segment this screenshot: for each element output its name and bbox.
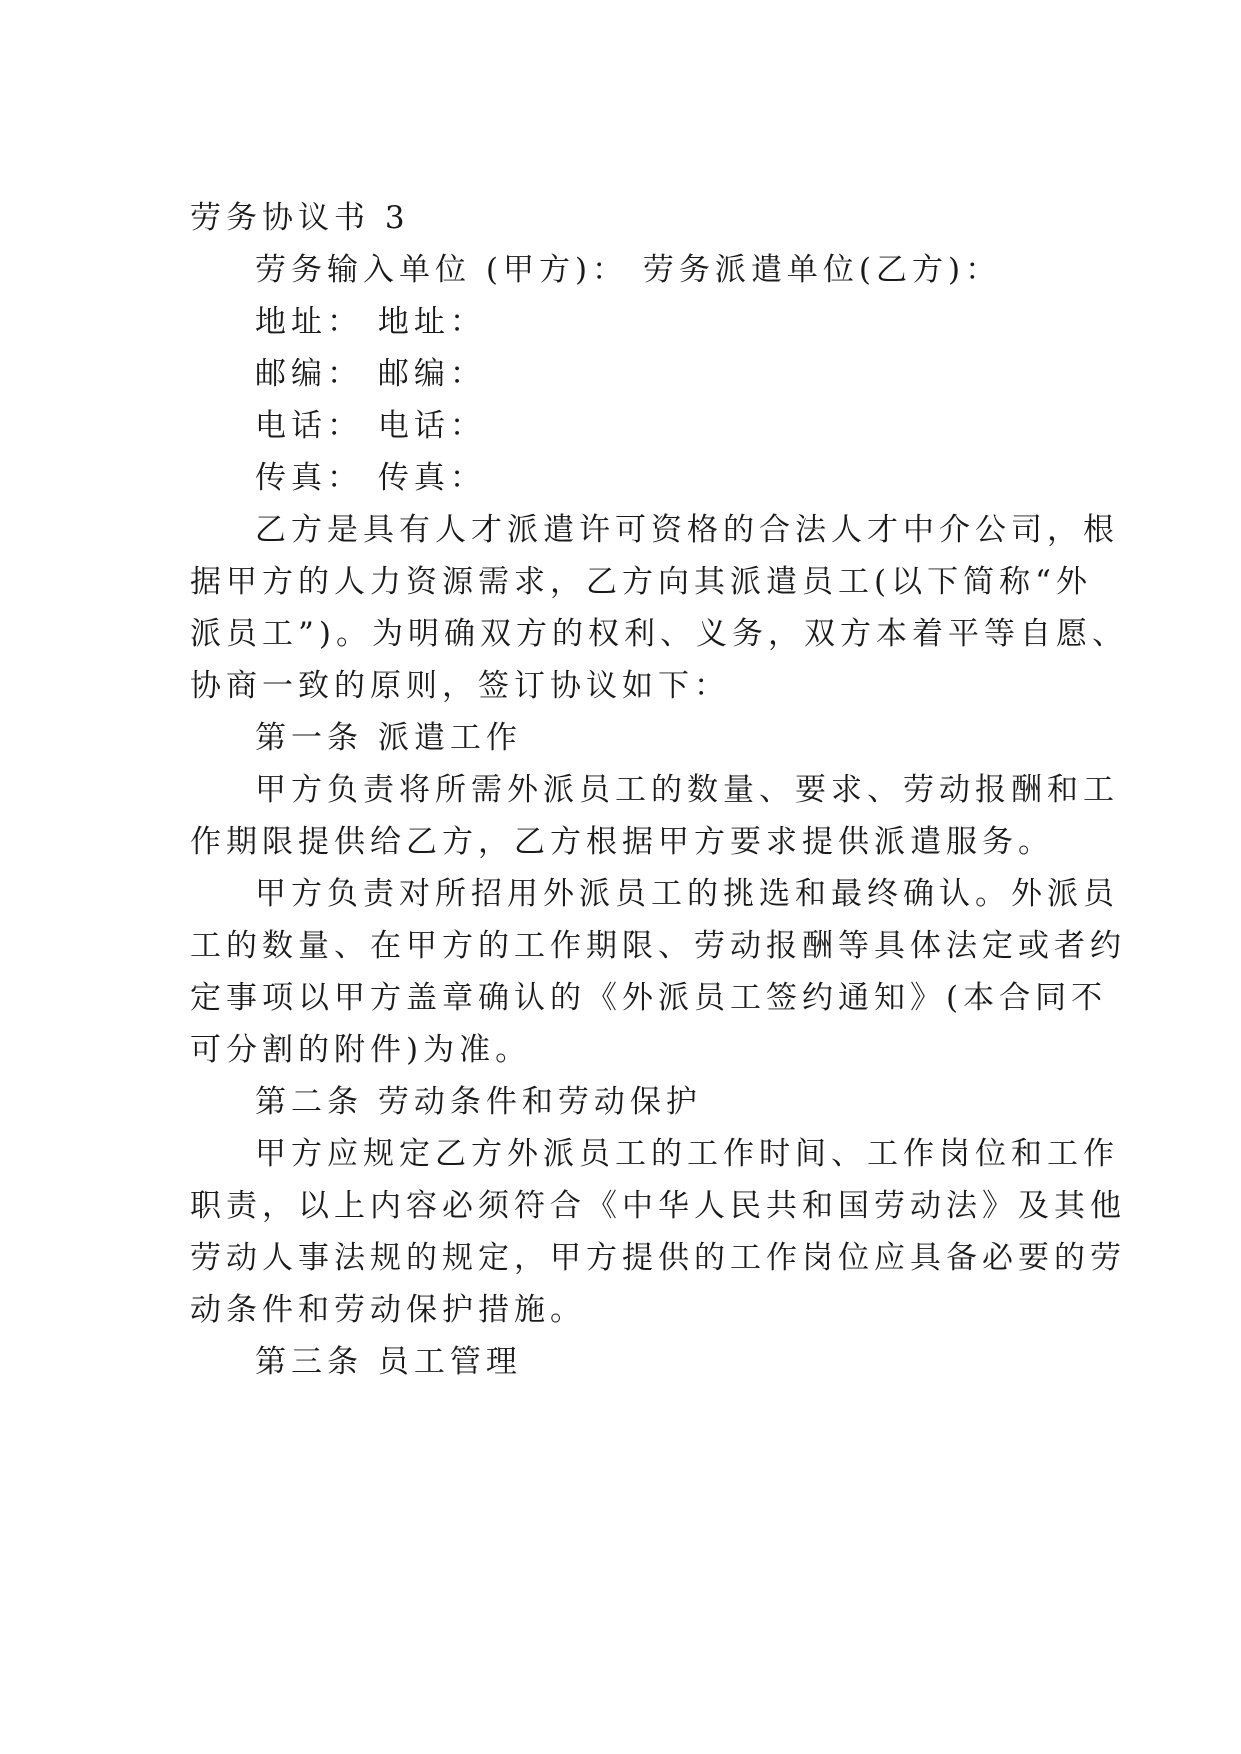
article-2-paragraph-1-line: 劳动人事法规的规定，甲方提供的工作岗位应具备必要的劳 — [190, 1240, 1126, 1276]
parties-line: 劳务输入单位 (甲方)： 劳务派遣单位(乙方)： — [255, 252, 1002, 288]
intro-line: 派员工”)。为明确双方的权利、义务，双方本着平等自愿、 — [190, 616, 1128, 652]
article-1-paragraph-2-line: 定事项以甲方盖章确认的《外派员工签约通知》(本合同不 — [190, 980, 1108, 1016]
article-1-paragraph-1-line: 甲方负责将所需外派员工的数量、要求、劳动报酬和工 — [255, 772, 1119, 808]
phone-field: 电话： 电话： — [255, 408, 486, 444]
address-field: 地址： 地址： — [255, 304, 486, 340]
article-2-heading: 第二条 劳动条件和劳动保护 — [255, 1084, 702, 1120]
article-1-paragraph-2-line: 可分割的附件)为准。 — [190, 1032, 532, 1068]
intro-line: 据甲方的人力资源需求，乙方向其派遣员工(以下简称“外 — [190, 564, 1092, 600]
postcode-field: 邮编： 邮编： — [255, 356, 486, 392]
article-2-paragraph-1-line: 甲方应规定乙方外派员工的工作时间、工作岗位和工作 — [255, 1136, 1119, 1172]
article-2-paragraph-1-line: 职责，以上内容必须符合《中华人民共和国劳动法》及其他 — [190, 1188, 1126, 1224]
intro-line: 乙方是具有人才派遣许可资格的合法人才中介公司，根 — [255, 512, 1119, 548]
article-1-paragraph-2-line: 工的数量、在甲方的工作期限、劳动报酬等具体法定或者约 — [190, 928, 1126, 964]
article-1-paragraph-2-line: 甲方负责对所招用外派员工的挑选和最终确认。外派员 — [255, 876, 1119, 912]
fax-field: 传真： 传真： — [255, 460, 486, 496]
article-1-paragraph-1-line: 作期限提供给乙方，乙方根据甲方要求提供派遣服务。 — [190, 824, 1054, 860]
article-1-heading: 第一条 派遣工作 — [255, 720, 522, 756]
document-title: 劳务协议书 3 — [190, 200, 410, 236]
article-3-heading: 第三条 员工管理 — [255, 1344, 522, 1380]
intro-line: 协商一致的原则，签订协议如下： — [190, 668, 730, 704]
article-2-paragraph-1-line: 动条件和劳动保护措施。 — [190, 1292, 586, 1328]
